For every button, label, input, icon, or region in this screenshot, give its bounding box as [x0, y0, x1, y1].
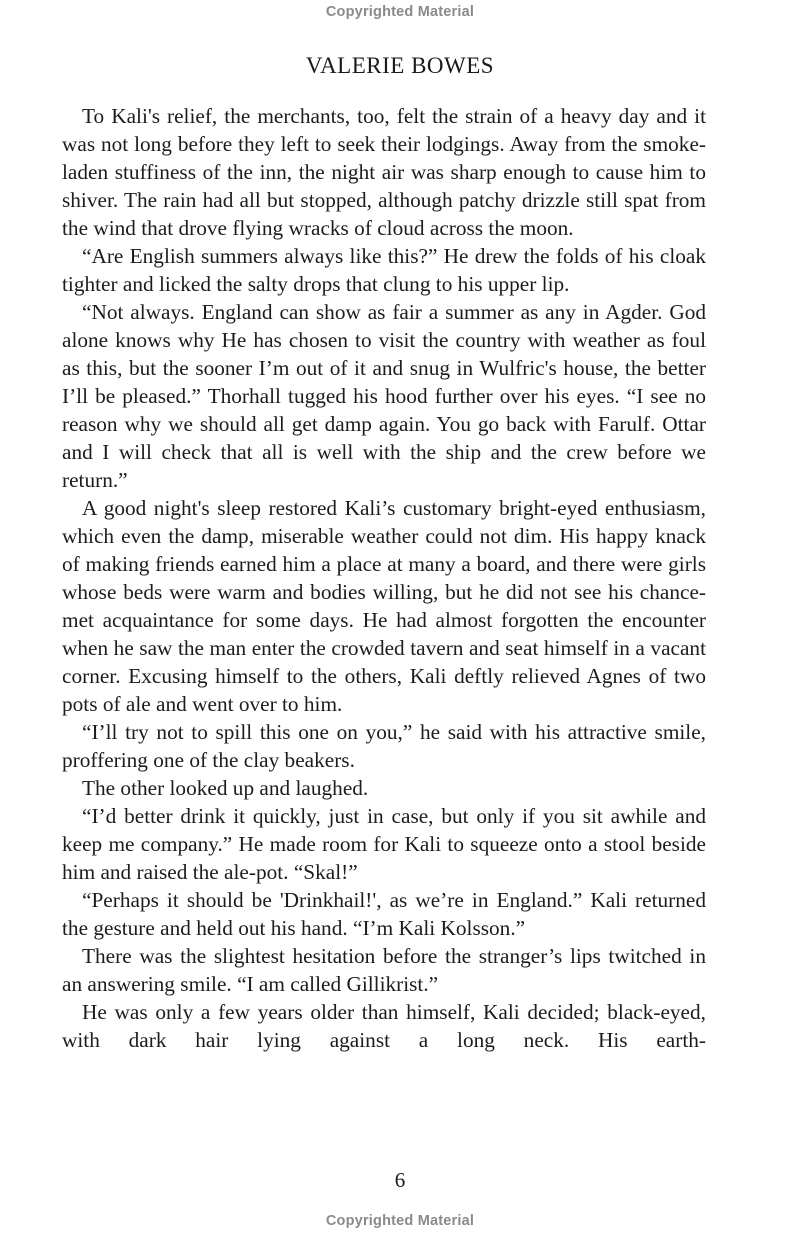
paragraph: The other looked up and laughed.: [82, 776, 369, 800]
paragraph: He was only a few years older than himself, Kali decided; black-eyed, with dark hair lying against a long neck. His earth-: [62, 1000, 706, 1052]
body-text: [62, 102, 706, 1054]
paragraph: To Kali's relief, the merchants, too, felt the strain of a heavy day and it was not long before they left to seek their lodgings. Away from the smoke-laden stuffiness of the inn, the night air was sharp enough to cause him to shiver. The rain had all but stopped, although patchy drizzle still spat from the wind that drove flying wracks of cloud across the moon.: [62, 104, 706, 240]
paragraph: “Not always. England can show as fair a summer as any in Agder. God alone knows why He has chosen to visit the country with weather as foul as this, but the sooner I’m out of it and snug in Wulfric's house, the better I’ll be pleased.” Thorhall tugged his hood further over his eyes. “I see no reason why we should all get damp again. You go back with Farulf. Ottar and I will check that all is well with the ship and the crew before we return.”: [62, 300, 706, 492]
paragraph: There was the slightest hesitation before the stranger’s lips twitched in an answering smile. “I am called Gillikrist.”: [62, 944, 706, 996]
copyright-watermark-bottom: Copyrighted Material: [325, 1213, 475, 1229]
paragraph: “Perhaps it should be 'Drinkhail!', as we’re in England.” Kali returned the gesture and held out his hand. “I’m Kali Kolsson.”: [62, 888, 706, 940]
copyright-watermark-top: Copyrighted Material: [325, 4, 475, 20]
paragraph: A good night's sleep restored Kali’s customary bright-eyed enthusiasm, which even the damp, miserable weather could not dim. His happy knack of making friends earned him a place at many a board, and there were girls whose beds were warm and bodies willing, but he did not see his chance-met acquaintance for some days. He had almost forgotten the encounter when he saw the man enter the crowded tavern and seat himself in a vacant corner. Excusing himself to the others, Kali deftly relieved Agnes of two pots of ale and went over to him.: [62, 496, 706, 716]
paragraph: “Are English summers always like this?” He drew the folds of his cloak tighter and licked the salty drops that clung to his upper lip.: [62, 244, 706, 296]
running-head-author: VALERIE BOWES: [305, 53, 495, 78]
page-number: 6: [394, 1168, 406, 1192]
paragraph: “I’ll try not to spill this one on you,” he said with his attractive smile, proffering one of the clay beakers.: [62, 720, 706, 772]
paragraph: “I’d better drink it quickly, just in case, but only if you sit awhile and keep me company.” He made room for Kali to squeeze onto a stool beside him and raised the ale-pot. “Skal!”: [62, 804, 706, 884]
